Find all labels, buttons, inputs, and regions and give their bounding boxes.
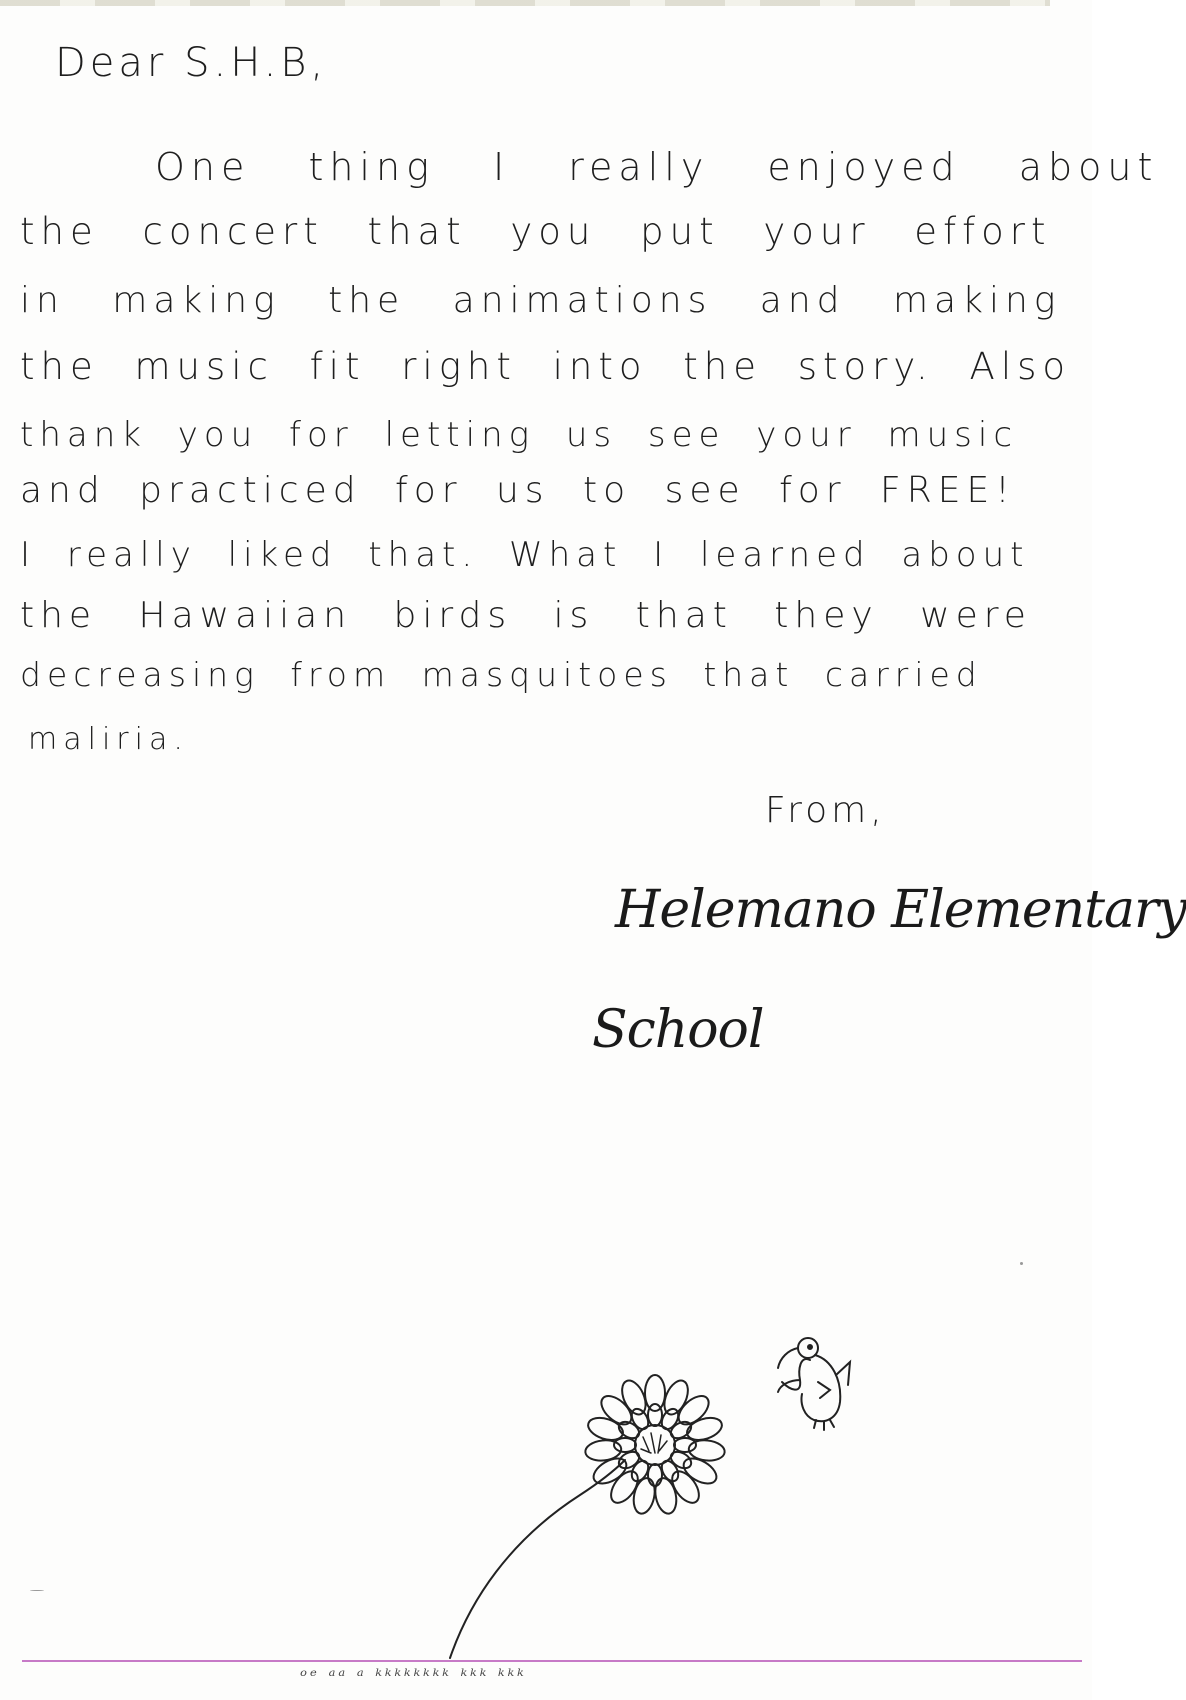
flower-head	[584, 1375, 725, 1516]
letter-line-8: the Hawaiian birds is that they were	[20, 595, 1032, 636]
letter-line-2: the concert that you put your effort	[20, 210, 1052, 253]
scan-bottom-marks: ᵒᵉ ᵃᵃ ᵃ ᵏᵏᵏᵏᵏᵏᵏᵏ ᵏᵏᵏ ᵏᵏᵏ	[300, 1666, 527, 1687]
letter-line-4: the music fit right into the story. Also	[20, 345, 1072, 388]
letter-line-3: in making the animations and making	[20, 280, 1062, 321]
letter-line-6: and practiced for us to see for FREE!	[20, 470, 1016, 511]
salutation: Dear S.H.B,	[55, 40, 328, 86]
scan-speck	[1020, 1262, 1023, 1265]
closing: From,	[765, 790, 886, 831]
scan-top-edge	[0, 0, 1050, 6]
letter-line-10: maliria.	[28, 722, 189, 757]
scan-speck	[30, 1590, 44, 1591]
bird	[778, 1338, 850, 1430]
flower-stem	[450, 1460, 625, 1658]
flower-bird-drawing	[440, 1320, 860, 1660]
letter-line-9: decreasing from masquitoes that carried	[20, 655, 983, 694]
signature-line-2: School	[592, 1000, 764, 1060]
bottom-rule	[22, 1660, 1082, 1662]
letter-line-1: One thing I really enjoyed about	[155, 145, 1159, 189]
signature-line-1: Helemano Elementary	[615, 880, 1186, 940]
letter-line-7: I really liked that. What I learned about	[20, 535, 1030, 575]
letter-line-5: thank you for letting us see your music	[20, 415, 1019, 455]
